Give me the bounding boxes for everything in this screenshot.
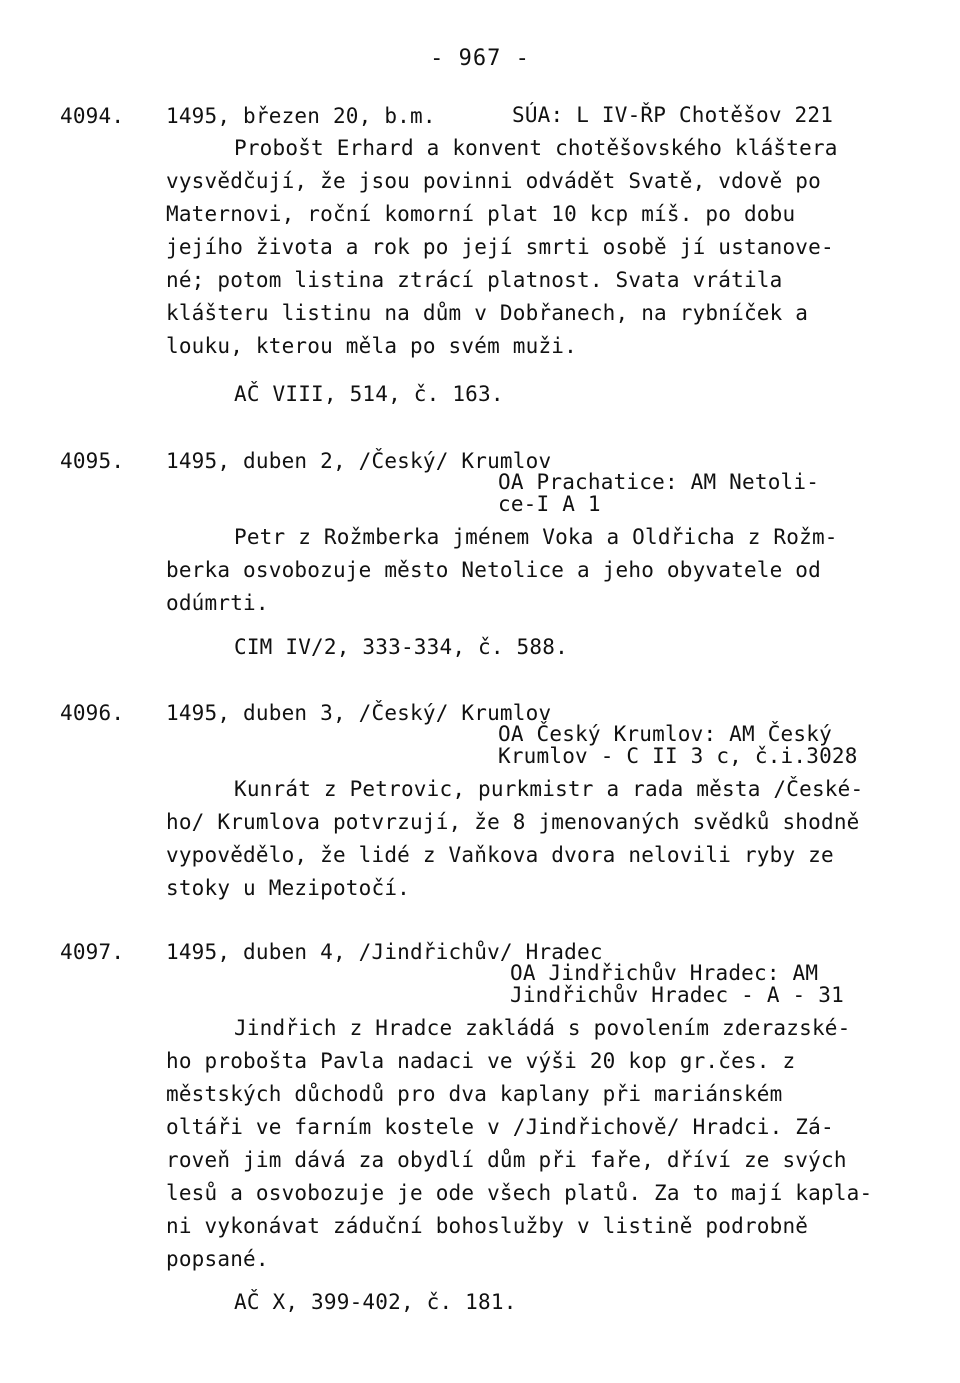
summary-line: městských důchodů pro dva kaplany při mariánském: [166, 1082, 783, 1106]
summary-line: lesů a osvobozuje je ode všech platů. Za to mají kapla-: [166, 1181, 873, 1205]
summary-line: berka osvobozuje město Netolice a jeho obyvatele od: [166, 558, 821, 582]
summary-line: roveň jim dává za obydlí dům při faře, dříví ze svých: [166, 1148, 847, 1172]
summary-line: ho probošta Pavla nadaci ve výši 20 kop gr.čes. z: [166, 1049, 796, 1073]
summary-line: ni vykonávat záduční bohoslužby v listině podrobně: [166, 1214, 809, 1238]
summary-line: vysvědčují, že jsou povinni odvádět Svatě, vdově po: [166, 169, 821, 193]
entry-source: OA Jindřichův Hradec: AM Jindřichův Hradec - A - 31: [510, 961, 844, 1007]
entry-number: 4097.: [60, 940, 125, 964]
entry-date: 1495, duben 4, /Jindřichův/ Hradec: [166, 940, 603, 964]
entry-source: OA Český Krumlov: AM Český Krumlov - C II 3 c, č.i.3028: [498, 722, 858, 768]
summary-line: ho/ Krumlova potvrzují, že 8 jmenovaných svědků shodně: [166, 810, 860, 834]
summary-line: stoky u Mezipotočí.: [166, 876, 411, 900]
entry-summary: [166, 773, 866, 905]
page-number: - 967 -: [430, 46, 530, 71]
summary-line: Maternovi, roční komorní plat 10 kcp míš. po dobu: [166, 202, 796, 226]
summary-line: vypovědělo, že lidé z Vaňkova dvora nelovili ryby ze: [166, 843, 834, 867]
entry-source: OA Prachatice: AM Netoli- ce-I A 1: [498, 470, 820, 516]
entry-date: 1495, březen 20, b.m.: [166, 104, 436, 128]
entry-reference: AČ VIII, 514, č. 163.: [234, 382, 504, 406]
summary-line: louku, kterou měla po svém muži.: [166, 334, 577, 358]
entry-summary: [166, 1012, 873, 1276]
summary-line: jejího života a rok po její smrti osobě jí ustanove-: [166, 235, 834, 259]
entry-summary: [166, 521, 866, 620]
summary-line: Kunrát z Petrovic, purkmistr a rada města /České-: [234, 777, 864, 801]
entry-date: 1495, duben 2, /Český/ Krumlov: [166, 449, 552, 473]
summary-line: odúmrti.: [166, 591, 269, 615]
summary-line: né; potom listina ztrácí platnost. Svata vrátila: [166, 268, 783, 292]
entry-number: 4094.: [60, 104, 125, 128]
summary-line: Probošt Erhard a konvent chotěšovského kláštera: [234, 136, 838, 160]
summary-line: oltáři ve farním kostele v /Jindřichově/ Hradci. Zá-: [166, 1115, 834, 1139]
entry-reference: CIM IV/2, 333-334, č. 588.: [234, 635, 568, 659]
summary-line: popsané.: [166, 1247, 269, 1271]
entry-source: SÚA: L IV-ŘP Chotěšov 221: [512, 103, 834, 127]
summary-line: klášteru listinu na dům v Dobřanech, na rybníček a: [166, 301, 809, 325]
entry-number: 4096.: [60, 701, 125, 725]
entry-reference: AČ X, 399-402, č. 181.: [234, 1290, 517, 1314]
entry-summary: [166, 132, 866, 363]
summary-line: Jindřich z Hradce zakládá s povolením zderazské-: [234, 1016, 851, 1040]
entry-date: 1495, duben 3, /Český/ Krumlov: [166, 701, 552, 725]
summary-line: Petr z Rožmberka jménem Voka a Oldřicha z Rožm-: [234, 525, 838, 549]
entry-number: 4095.: [60, 449, 125, 473]
